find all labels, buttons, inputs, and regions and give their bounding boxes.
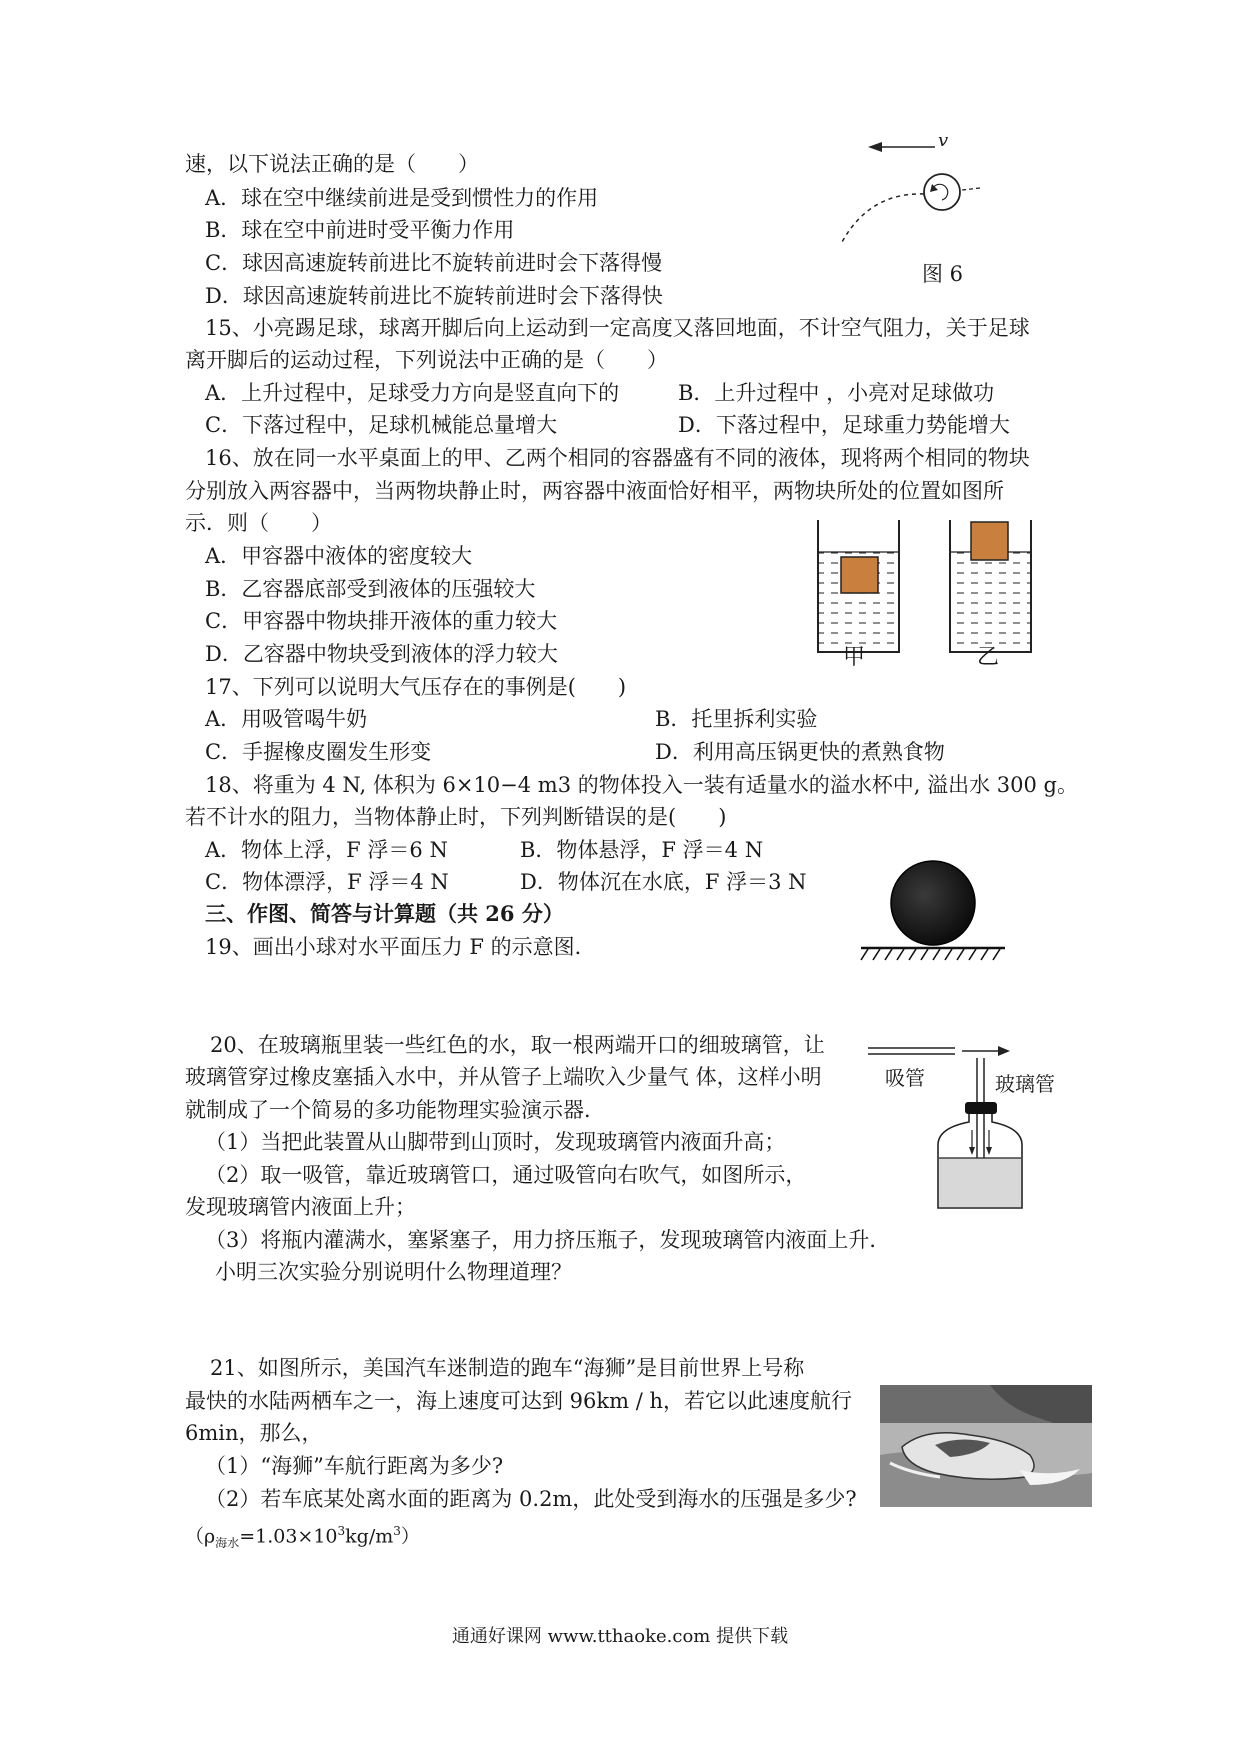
q14-option-b: B．球在空中前进时受平衡力作用 [205,218,515,242]
q20-item-2-cont: 发现玻璃管内液面上升； [185,1195,416,1219]
page-footer: 通通好课网 www.tthaoke.com 提供下载 [451,1626,789,1647]
straw-label: 吸管 [885,1066,925,1090]
q16-option-d: D．乙容器中物块受到液体的浮力较大 [205,642,558,666]
q20-stem-line-2: 玻璃管穿过橡皮塞插入水中，并从管子上端吹入少量气 体，这样小明 [185,1065,822,1089]
figure-6-caption: 图 6 [922,262,964,286]
q20-bottle-straw-figure [860,1030,1060,1215]
q16-stem-line-1: 16、放在同一水平桌面上的甲、乙两个相同的容器盛有不同的液体，现将两个相同的物块 [205,446,1030,470]
q17-option-d: D．利用高压锅更快的煮熟食物 [655,740,945,764]
q17-option-a: A．用吸管喝牛奶 [205,707,368,731]
q15-option-a: A．上升过程中，足球受力方向是竖直向下的 [205,381,620,405]
q15-option-d: D．下落过程中，足球重力势能增大 [678,413,1010,437]
q21-stem-line-1: 21、如图所示，美国汽车迷制造的跑车“海狮”是目前世界上号称 [210,1356,805,1380]
container-yi-label: 乙 [977,645,1000,670]
q18-option-b: B．物体悬浮，F 浮＝4 N [520,838,764,862]
q15-stem-line-1: 15、小亮踢足球，球离开脚后向上运动到一定高度又落回地面，不计空气阻力，关于足球 [205,316,1030,340]
q14-stem-tail: 速，以下说法正确的是（ ） [185,152,479,176]
q15-option-c: C．下落过程中，足球机械能总量增大 [205,413,558,437]
q17-option-c: C．手握橡皮圈发生形变 [205,740,432,764]
density-value: =1.03×10 [239,1525,338,1548]
q20-question: 小明三次实验分别说明什么物理道理？ [215,1260,572,1284]
q17-option-b: B．托里拆利实验 [655,707,818,731]
section-3-heading: 三、作图、简答与计算题（共 26 分） [205,901,564,926]
density-subscript: 海水 [215,1536,240,1551]
q16-stem-line-2: 分别放入两容器中，当两物块静止时，两容器中液面恰好相平，两物块所处的位置如图所 [185,479,1004,503]
glass-tube-label: 玻璃管 [995,1072,1055,1096]
density-unit: kg/m [345,1525,394,1548]
q20-item-1: （1）当把此装置从山脚带到山顶时，发现玻璃管内液面升高； [205,1130,786,1154]
q21-stem-line-3: 6min，那么， [185,1421,323,1445]
q19-ball-on-surface-figure [858,858,1008,968]
velocity-label: v [938,130,949,151]
density-unit-exponent: 3 [393,1524,401,1538]
q18-stem-line-2: 若不计水的阻力，当物体静止时，下列判断错误的是( ) [185,805,727,829]
q16-stem-line-3: 示．则（ ） [185,511,332,535]
q21-sea-lion-car-photo [880,1385,1092,1507]
q16-option-c: C．甲容器中物块排开液体的重力较大 [205,609,558,633]
density-suffix: ） [400,1525,420,1548]
q14-option-a: A．球在空中继续前进是受到惯性力的作用 [205,186,599,210]
density-prefix: （ρ [185,1525,216,1548]
q19-stem: 19、画出小球对水平面压力 F 的示意图． [205,935,596,959]
q17-stem: 17、下列可以说明大气压存在的事例是( ) [205,675,627,699]
q21-stem-line-2: 最快的水陆两栖车之一，海上速度可达到 96km / h，若它以此速度航行 [185,1389,852,1413]
q18-option-c: C．物体漂浮，F 浮＝4 N [205,870,449,894]
q20-stem-line-1: 20、在玻璃瓶里装一些红色的水，取一根两端开口的细玻璃管，让 [210,1033,825,1057]
q18-stem-line-1: 18、将重为 4 N, 体积为 6×10−4 m3 的物体投入一装有适量水的溢水杯中, 溢出水 300 g。 [205,773,1078,797]
q15-option-b: B．上升过程中 ，小亮对足球做功 [678,381,995,405]
q15-stem-line-2: 离开脚后的运动过程，下列说法中正确的是（ ） [185,348,668,372]
q21-item-1: （1）“海狮”车航行距离为多少? [205,1454,504,1478]
q21-density-given [185,1516,420,1558]
q14-option-d: D．球因高速旋转前进比不旋转前进时会下落得快 [205,284,663,308]
q16-option-b: B．乙容器底部受到液体的压强较大 [205,577,536,601]
q18-option-d: D．物体沉在水底，F 浮＝3 N [520,870,807,894]
q18-option-a: A．物体上浮，F 浮＝6 N [205,838,448,862]
figure-6-ball-trajectory [830,130,1020,255]
q16-option-a: A．甲容器中液体的密度较大 [205,544,473,568]
q20-item-3: （3）将瓶内灌满水，塞紧塞子，用力挤压瓶子，发现玻璃管内液面上升． [205,1228,891,1252]
container-jia-label: 甲 [843,645,866,670]
q14-option-c: C．球因高速旋转前进比不旋转前进时会下落得慢 [205,251,663,275]
q20-item-2: （2）取一吸管，靠近玻璃管口，通过吸管向右吹气，如图所示， [205,1163,807,1187]
q21-item-2: （2）若车底某处离水面的距离为 0.2m，此处受到海水的压强是多少? [205,1487,857,1511]
density-exponent: 3 [337,1524,346,1538]
q20-stem-line-3: 就制成了一个简易的多功能物理实验演示器． [185,1098,605,1122]
